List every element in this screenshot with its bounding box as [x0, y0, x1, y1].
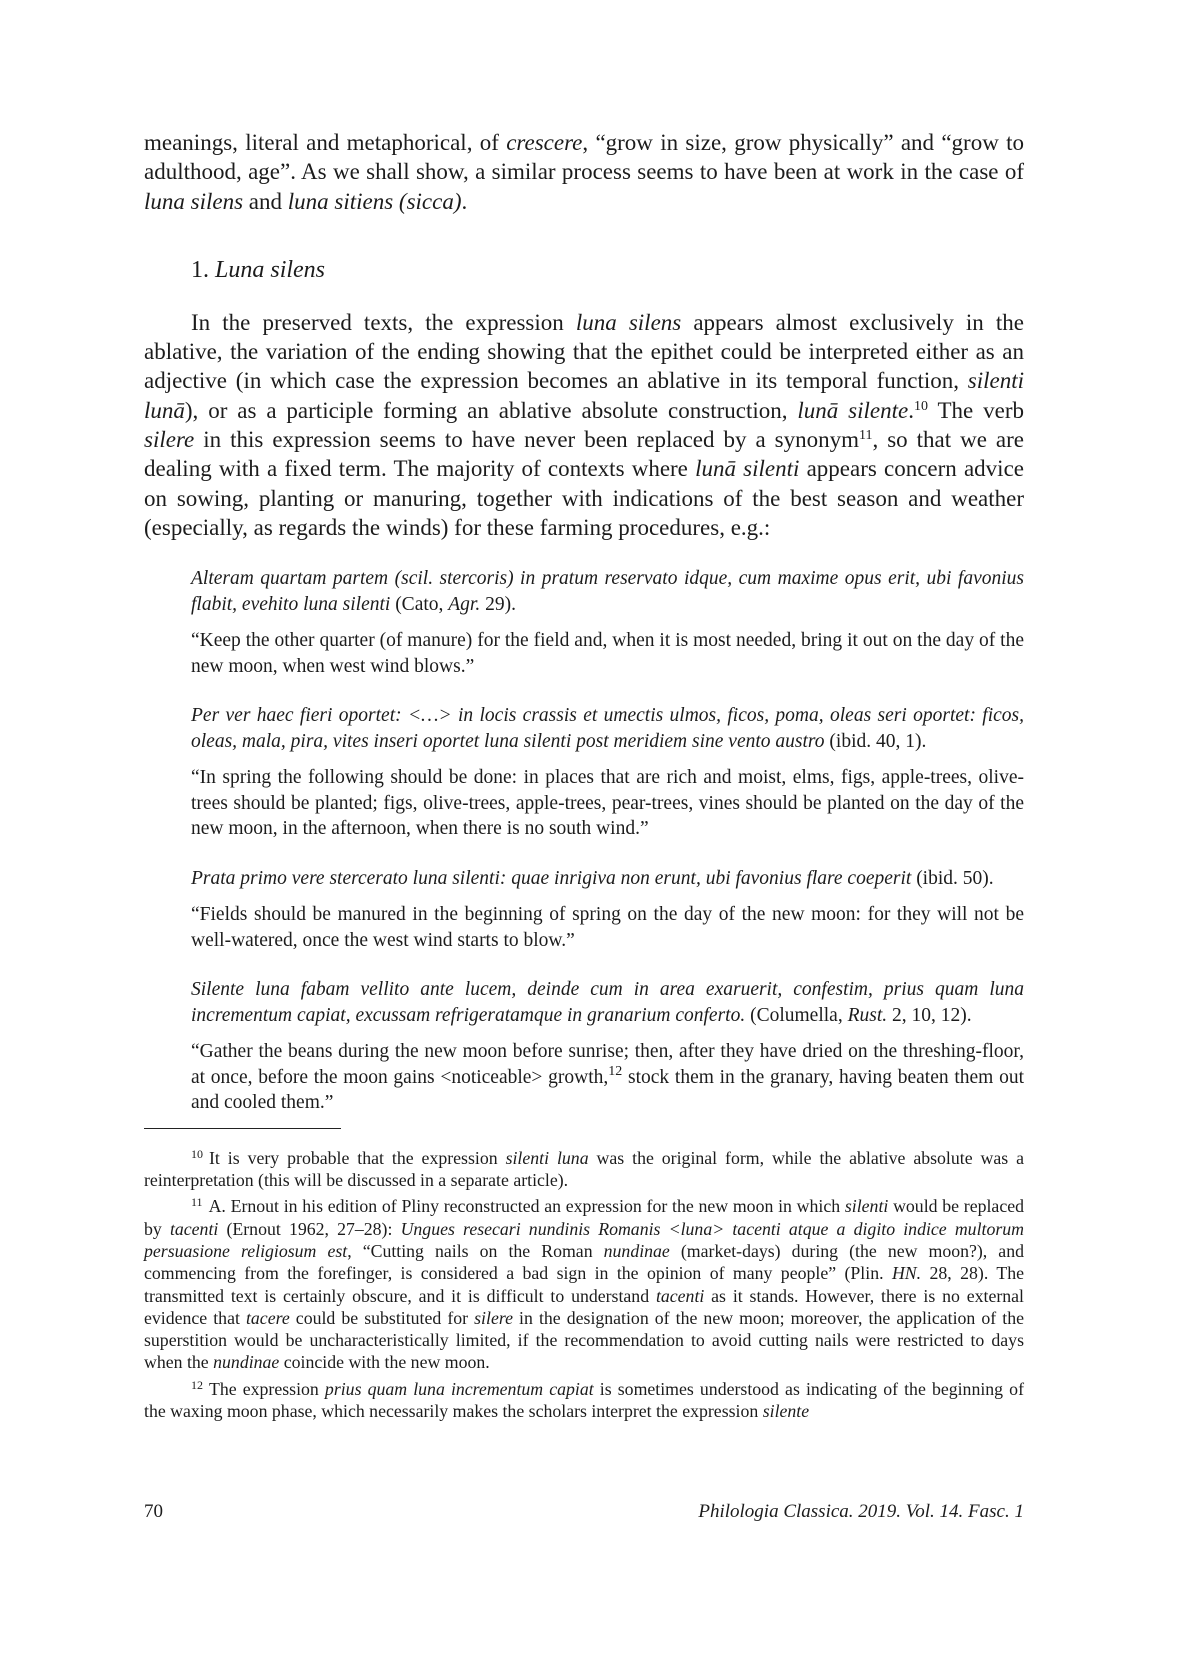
quote-translation: “Fields should be manured in the beginning of spring on the day of the new moon: for they will not be well-watered, once the west wind starts to blow.” [191, 904, 1024, 951]
footnote-divider [144, 1128, 341, 1129]
quote-cato-agr-40 [191, 703, 1024, 842]
intro-paragraph: meanings, literal and metaphorical, of crescere, “grow in size, grow physically” and “grow to adulthood, age”. As we shall show, a similar process seems to have been at work in the case of luna silens and luna sitiens (sicca). [144, 130, 1024, 214]
running-footer-journal: Philologia Classica. 2019. Vol. 14. Fasc. 1 [698, 1501, 1024, 1522]
footnote-ref-11[interactable]: 11 [858, 428, 873, 444]
footnote-number: 12 [191, 1377, 203, 1392]
quote-translation: “Keep the other quarter (of manure) for the field and, when it is most needed, bring it out on the day of the new moon, when west wind blows.” [191, 630, 1024, 677]
latin-quote: Alteram quartam partem (scil. stercoris) in pratum reservato idque, cum maxime opus erit, ubi favonius flabit, evehito luna silenti (Cato, Agr. 29). [191, 568, 1024, 615]
quote-translation: “Gather the beans during the new moon before sunrise; then, after they have dried on the threshing-floor, at once, before the moon gains <noticeable> growth,$^{12}$ stock them in the granary, having beaten them out and cooled them.” [191, 1041, 1024, 1114]
page-number: 70 [144, 1501, 163, 1522]
quote-cato-agr-50 [191, 866, 1024, 954]
quote-columella-rust [191, 977, 1024, 1116]
footnote-ref-12[interactable]: 12 [608, 1063, 623, 1079]
main-paragraph: In the preserved texts, the expression luna silens appears almost exclusively in the ablative, the variation of the ending showing that the epithet could be interpreted either as an adjective (in which case the expression becomes an ablative in its temporal function, silenti lunā), or as a participle forming an ablative absolute construction, lunā silente.$^{10}$ The verb silere in this expression seems to have never been replaced by a synonym$^{11}$, so that we are dealing with a fixed term. The majority of contexts where lunā silenti appears concern advice on sowing, planting or manuring, together with indications of the best season and weather (especially, as regards the winds) for these farming procedures, e.g.: [144, 309, 1024, 540]
footnote-10: $^{10}$ It is very probable that the expression silenti luna was the original form, while the ablative absolute was a reinterpretation (this will be discussed in a separate article). [144, 1146, 1025, 1191]
quote-cato-agr-29 [191, 566, 1024, 679]
footnote-11: $^{11}$ A. Ernout in his edition of Pliny reconstructed an expression for the new moon in which silenti would be replaced by tacenti (Ernout 1962, 27–28): Ungues resecari nundinis Romanis <luna> tacenti atque a digito indice multorum persuasione religiosum est, “Cutting nails on the Roman nundinae (market-days) during (the new moon?), and commencing from the forefinger, is considered a bad sign in the opinion of many people” (Plin. HN. 28, 28). The transmitted text is certainly obscure, and it is difficult to understand tacenti as it stands. However, there is no external evidence that tacere could be substituted for silere in the designation of the new moon; moreover, the application of the superstition would be uncharacteristically limited, if the recommendation to avoid cutting nails were restricted to days when the nundinae coincide with the new moon. [144, 1195, 1024, 1373]
latin-quote: Silente luna fabam vellito ante lucem, deinde cum in area exaruerit, confestim, prius quam luna incrementum capiat, excussam refrigeratamque in granarium conferto. (Columella, Rust. 2, 10, 12). [191, 979, 1024, 1026]
quote-translation: “In spring the following should be done: in places that are rich and moist, elms, figs, apple-trees, olive-trees should be planted; figs, olive-trees, apple-trees, pear-trees, vines should be planted on the day of the new moon, in the afternoon, when there is no south wind.” [191, 767, 1024, 840]
footnote-number: 10 [191, 1146, 203, 1161]
latin-quote: Prata primo vere stercerato luna silenti: quae inrigiva non erunt, ubi favonius flare coeperit (ibid. 50). [191, 867, 994, 889]
footnote-12: $^{12}$ The expression prius quam luna incrementum capiat is sometimes understood as indicating of the beginning of the waxing moon phase, which necessarily makes the scholars interpret the expression silente [144, 1377, 1024, 1422]
footnote-number: 11 [191, 1195, 203, 1210]
page-body [144, 128, 1024, 1422]
latin-quote: Per ver haec fieri oportet: <…> in locis crassis et umectis ulmos, ficos, poma, oleas seri oportet: ficos, oleas, mala, pira, vites inseri oportet luna silenti post meridiem sine vento austro (ibid. 40, 1). [191, 705, 1024, 752]
section-heading: 1. Luna silens [191, 256, 326, 283]
footnote-ref-10[interactable]: 10 [913, 398, 928, 414]
